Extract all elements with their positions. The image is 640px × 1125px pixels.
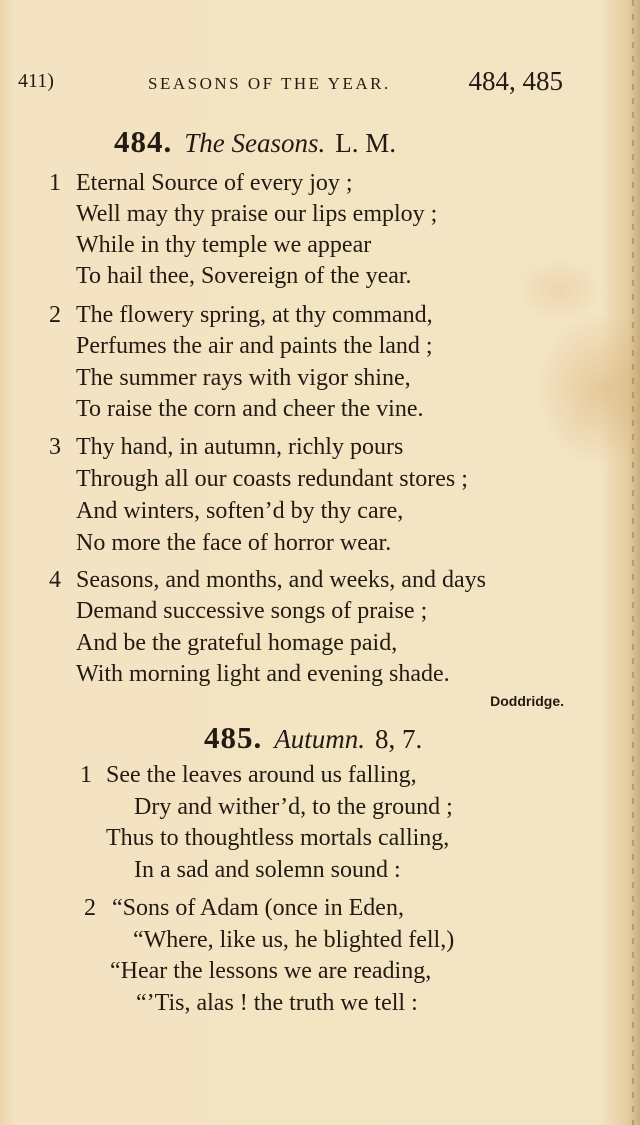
verse-line: And winters, soften’d by thy care, (76, 498, 404, 524)
verse-line: The summer rays with vigor shine, (76, 365, 411, 391)
verse-line: Demand successive songs of praise ; (76, 598, 428, 624)
hymn-485-title: Autumn. (274, 724, 365, 754)
hymn-484-meter: L. M. (335, 128, 396, 158)
hymn-484-heading (114, 124, 396, 160)
verse-line: To raise the corn and cheer the vine. (76, 396, 424, 422)
verse-number: 1 (80, 762, 92, 788)
hymn-485-heading (204, 720, 422, 756)
verse-line: No more the face of horror wear. (76, 530, 392, 556)
verse-line: Thy hand, in autumn, richly pours (76, 434, 404, 460)
hymn-485-meter: 8, 7. (375, 724, 423, 754)
verse-number: 4 (49, 567, 61, 593)
verse-line: With morning light and evening shade. (76, 661, 450, 687)
verse-line: In a sad and solemn sound : (134, 857, 401, 883)
verse-number: 3 (49, 434, 61, 460)
running-title: SEASONS OF THE YEAR. (148, 74, 391, 93)
verse-line: Dry and wither’d, to the ground ; (134, 794, 453, 820)
verse-line: Through all our coasts redundant stores ; (76, 466, 468, 492)
verse-line: “’Tis, alas ! the truth we tell : (136, 990, 418, 1016)
verse-line: Seasons, and months, and weeks, and days (76, 567, 486, 593)
verse-line: “Sons of Adam (once in Eden, (112, 895, 404, 921)
hymn-484-number: 484. (114, 124, 173, 159)
header-hymn-numbers: 484, 485 (468, 66, 563, 96)
verse-line: “Hear the lessons we are reading, (110, 958, 432, 984)
page-header (18, 66, 563, 102)
verse-line: The flowery spring, at thy command, (76, 302, 433, 328)
verse-number: 2 (84, 895, 96, 921)
verse-number: 2 (49, 302, 61, 328)
verse-line: Eternal Source of every joy ; (76, 170, 353, 196)
verse-line: “Where, like us, he blighted fell,) (133, 927, 455, 953)
page-edge (632, 0, 634, 1125)
verse-line: While in thy temple we appear (76, 232, 372, 258)
page-number: 411) (18, 70, 54, 92)
verse-number: 1 (49, 170, 61, 196)
verse-line: And be the grateful homage paid, (76, 630, 398, 656)
verse-line: Well may thy praise our lips employ ; (76, 201, 438, 227)
verse-line: See the leaves around us falling, (106, 762, 417, 788)
author-attribution: Doddridge. (490, 693, 564, 709)
verse-line: Thus to thoughtless mortals calling, (106, 825, 450, 851)
hymn-484-title: The Seasons. (184, 128, 326, 158)
verse-line: Perfumes the air and paints the land ; (76, 333, 433, 359)
verse-line: To hail thee, Sovereign of the year. (76, 263, 412, 289)
hymn-485-number: 485. (204, 720, 263, 755)
